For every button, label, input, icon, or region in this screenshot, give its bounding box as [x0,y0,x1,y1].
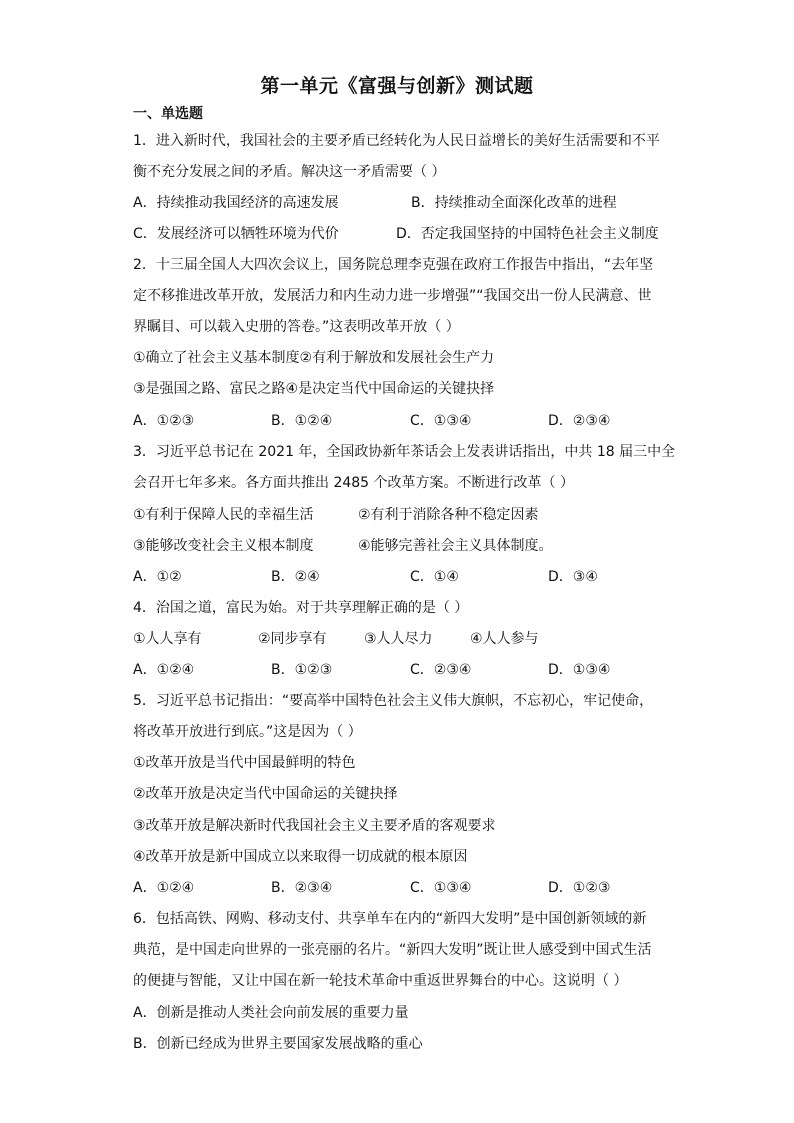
q5-option-c: C．①③④ [410,880,472,896]
q3-statement: ①有利于保障人民的幸福生活 [133,507,314,523]
q1-line: 1．进入新时代，我国社会的主要矛盾已经转化为人民日益增长的美好生活需要和不平 [133,133,660,149]
q4-statement: ③人人尽力 [364,631,433,647]
q5-line: 将改革开放进行到底。”这是因为（ ） [133,724,362,740]
q4-statement: ④人人参与 [470,631,539,647]
q6-option-a: A．创新是推动人类社会向前发展的重要力量 [133,1005,409,1021]
q4-statement: ①人人享有 [133,631,202,647]
q2-option-a: A．①②③ [133,413,195,429]
q1-option-c: C．发展经济可以牺牲环境为代价 [133,226,339,242]
q1-line: 衡不充分发展之间的矛盾。解决这一矛盾需要（ ） [133,164,446,180]
q1-option-b: B．持续推动全面深化改革的进程 [411,195,617,211]
q3-option-a: A．①② [133,569,182,585]
q5-option-a: A．①②④ [133,880,195,896]
q5-option-b: B．②③④ [271,880,333,896]
q5-statement: ②改革开放是决定当代中国命运的关键抉择 [133,786,398,802]
q4-option-c: C．②③④ [410,662,472,678]
q1-option-a: A．持续推动我国经济的高速发展 [133,195,339,211]
page-title: 第一单元《富强与创新》测试题 [260,75,534,97]
q6-line: 的便捷与智能，又让中国在新一轮技术革命中重返世界舞台的中心。这说明（ ） [133,973,628,989]
q6-line: 6．包括高铁、网购、移动支付、共享单车在内的“新四大发明”是中国创新领域的新 [133,911,647,927]
q4-line: 4．治国之道，富民为始。对于共享理解正确的是（ ） [133,600,469,616]
q6-line: 典范，是中国走向世界的一张亮丽的名片。“新四大发明”既让世人感受到中国式生活 [133,942,652,958]
q2-line: 2．十三届全国人大四次会议上，国务院总理李克强在政府工作报告中指出，“去年坚 [133,257,654,273]
q5-statement: ③改革开放是解决新时代我国社会主义主要矛盾的客观要求 [133,818,496,834]
q3-statement: ②有利于消除各种不稳定因素 [358,507,539,523]
q5-statement: ④改革开放是新中国成立以来取得一切成就的根本原因 [133,849,468,865]
q2-line: 界瞩目、可以载入史册的答卷。”这表明改革开放（ ） [133,319,460,335]
q3-option-d: D．③④ [548,569,598,585]
q5-option-d: D．①②③ [548,880,611,896]
q5-statement: ①改革开放是当代中国最鲜明的特色 [133,755,356,771]
q2-statement: ①确立了社会主义基本制度②有利于解放和发展社会生产力 [133,350,495,366]
q3-option-c: C．①④ [410,569,459,585]
q2-line: 定不移推进改革开放，发展活力和内生动力进一步增强”“我国交出一份人民满意、世 [133,288,652,304]
q4-option-a: A．①②④ [133,662,195,678]
q2-option-d: D．②③④ [548,413,611,429]
q3-line: 会召开七年多来。各方面共推出 2485 个改革方案。不断进行改革（ ） [133,475,574,491]
q1-option-d: D．否定我国坚持的中国特色社会主义制度 [396,226,659,242]
q4-statement: ②同步享有 [258,631,327,647]
q5-line: 5．习近平总书记指出：“要高举中国特色社会主义伟大旗帜，不忘初心，牢记使命， [133,693,654,709]
q4-option-b: B．①②③ [271,662,333,678]
q2-statement: ③是强国之路、富民之路④是决定当代中国命运的关键抉择 [133,381,495,397]
section-heading: 一、单选题 [133,106,203,122]
q6-option-b: B．创新已经成为世界主要国家发展战略的重心 [133,1036,423,1052]
q3-line: 3．习近平总书记在 2021 年，全国政协新年茶话会上发表讲话指出，中共 18 届三中全 [133,444,676,460]
q3-option-b: B．②④ [271,569,320,585]
q3-statement: ④能够完善社会主义具体制度。 [358,538,553,554]
q3-statement: ③能够改变社会主义根本制度 [133,538,314,554]
q4-option-d: D．①③④ [548,662,611,678]
q2-option-c: C．①③④ [410,413,472,429]
q2-option-b: B．①②④ [271,413,333,429]
